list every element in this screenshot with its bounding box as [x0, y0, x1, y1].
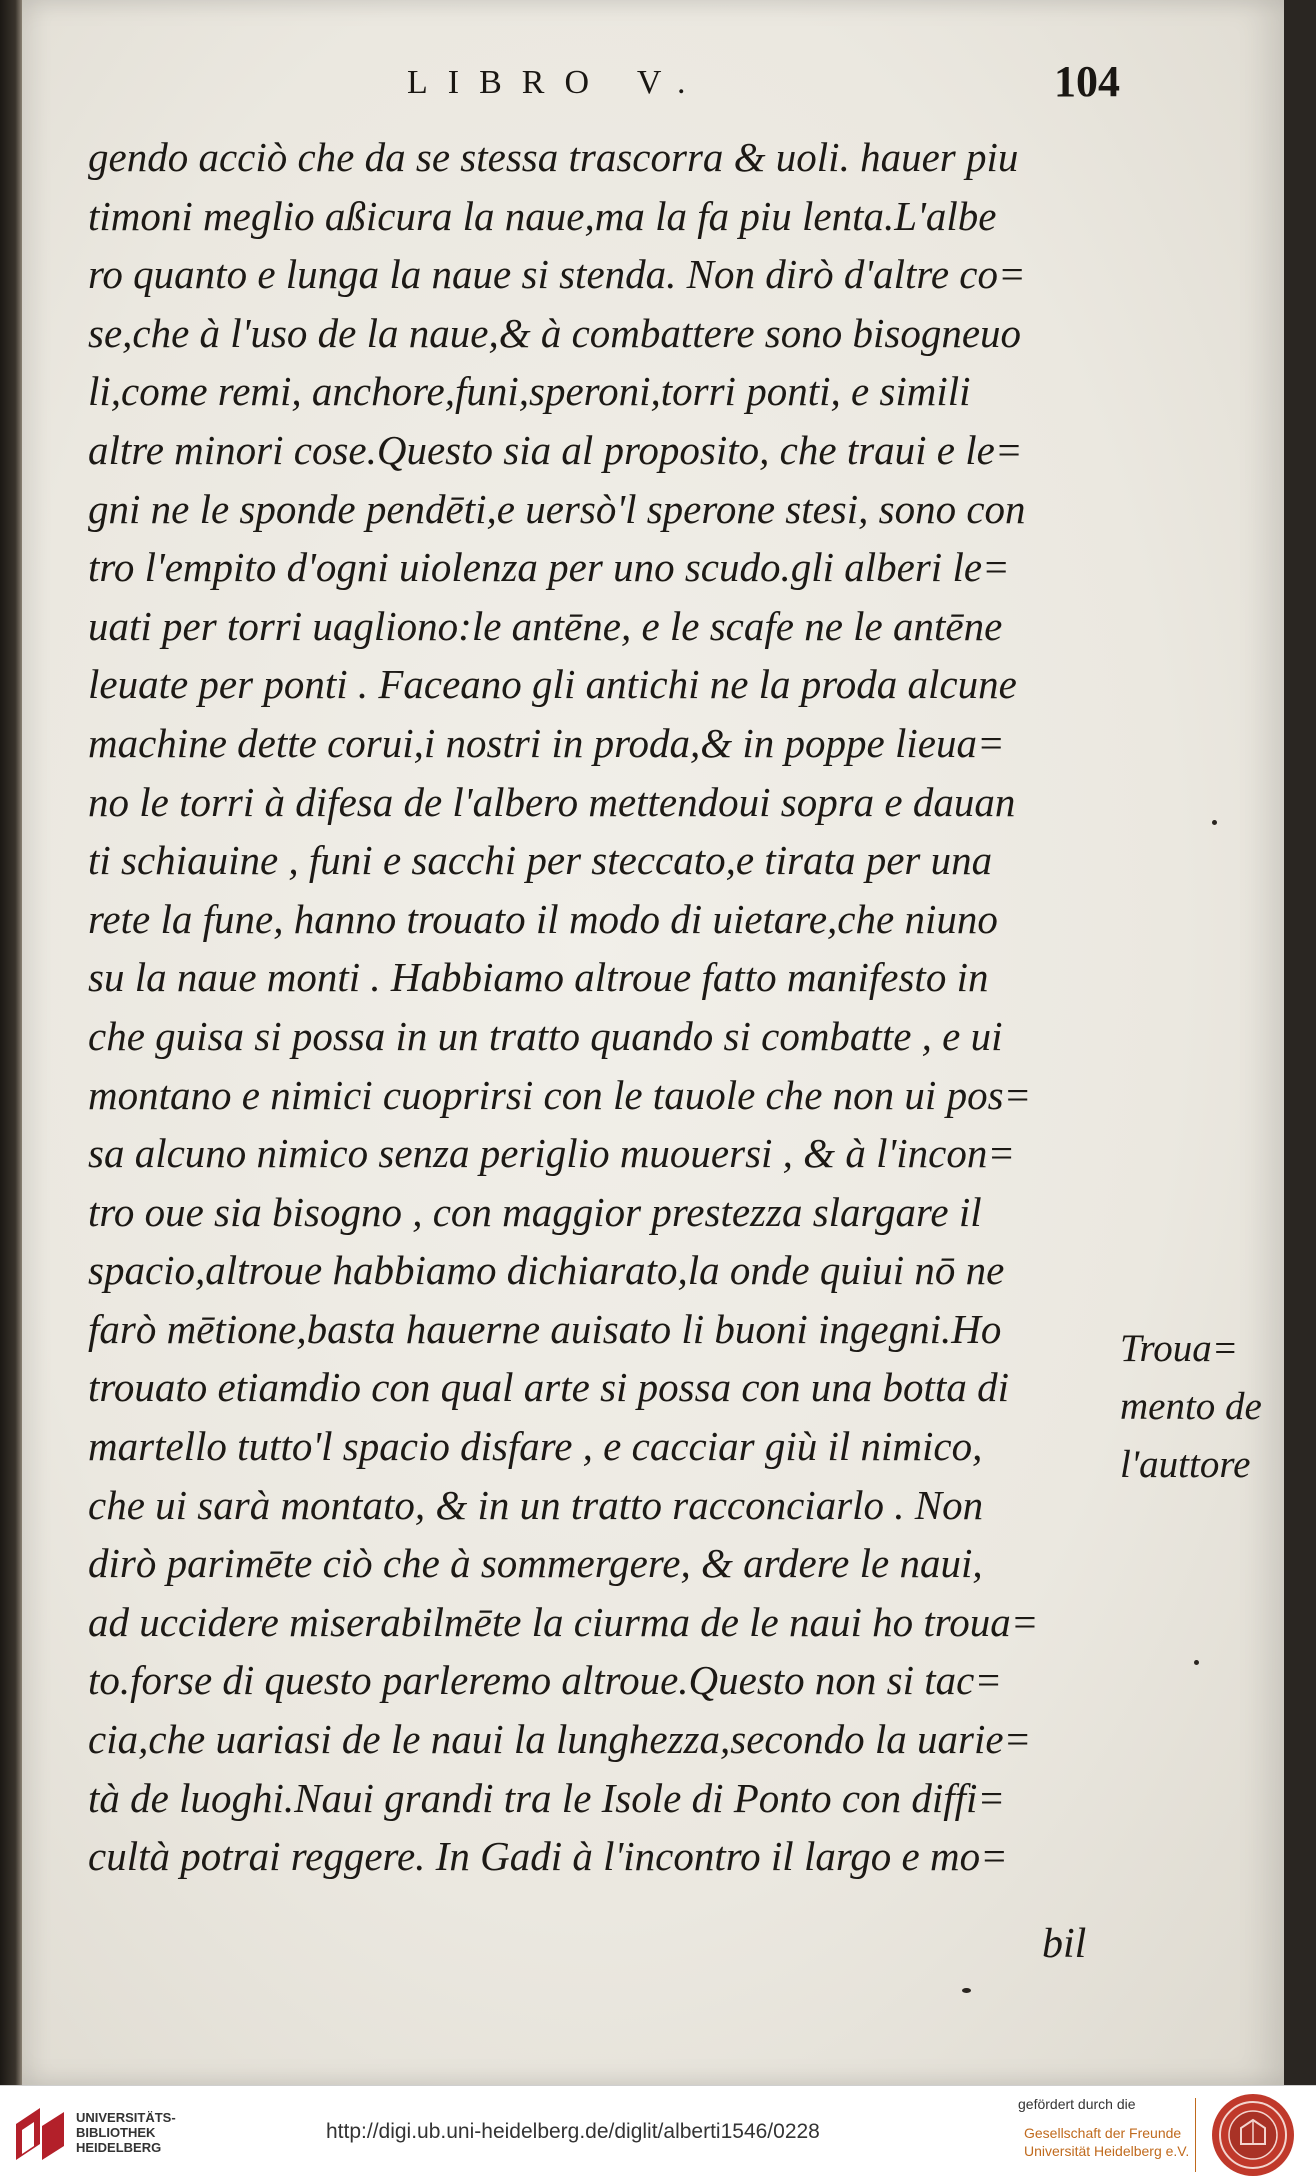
- text-line: trouato etiamdio con qual arte si possa con una botta di: [88, 1364, 1009, 1411]
- text-line: ro quanto e lunga la naue si stenda. Non dirò d'altre co=: [88, 251, 1026, 298]
- text-line: gendo acciò che da se stessa trascorra & uoli. hauer piu: [88, 134, 1019, 180]
- text-line: tà de luoghi.Naui grandi tra le Isole di Ponto con diffi=: [88, 1774, 1006, 1821]
- ink-speck: [962, 1988, 971, 1993]
- text-line: rete la fune, hanno trouato il modo di uietare,che niuno: [88, 895, 998, 942]
- ink-speck: [1212, 820, 1217, 825]
- sponsor-name-line: Universität Heidelberg e.V.: [1024, 2143, 1190, 2159]
- text-line: no le torri à difesa de l'albero mettendoui sopra e dauan: [88, 778, 1016, 825]
- page-number: 104: [1054, 57, 1120, 106]
- library-name: [76, 2110, 176, 2155]
- marginal-note-line: Troua=: [1120, 1327, 1239, 1370]
- text-line: cia,che uariasi de le naui la lunghezza,secondo la uarie=: [88, 1716, 1032, 1763]
- text-line: tro l'empito d'ogni uiolenza per uno scudo.gli alberi le=: [88, 544, 1010, 591]
- library-name-line: UNIVERSITÄTS-: [76, 2110, 176, 2125]
- text-line: se,che à l'uso de la naue,& à combattere sono bisogneuo: [88, 309, 1022, 356]
- main-text-block: [88, 128, 1118, 1886]
- text-line: altre minori cose.Questo sia al proposito, che traui e le=: [88, 426, 1023, 473]
- text-line: tro oue sia bisogno , con maggior prestezza slargare il: [88, 1188, 982, 1235]
- text-line: uati per torri uagliono:le antēne, e le scafe ne le antēne: [88, 602, 1003, 649]
- university-library-logo-icon[interactable]: [12, 2104, 68, 2164]
- text-line: cultà potrai reggere. In Gadi à l'incontro il largo e mo=: [88, 1833, 1008, 1880]
- text-line: su la naue monti . Habbiamo altroue fatto manifesto in: [88, 954, 989, 1001]
- text-line: gni ne le sponde pendēti,e uersò'l sperone stesi, sono con: [88, 485, 1026, 532]
- text-line: montano e nimici cuoprirsi con le tauole che non ui pos=: [88, 1071, 1032, 1118]
- library-name-line: HEIDELBERG: [76, 2140, 162, 2155]
- text-line: martello tutto'l spacio disfare , e cacciar giù il nimico,: [88, 1423, 983, 1470]
- sponsor-intro: gefördert durch die: [1018, 2096, 1136, 2112]
- text-line: timoni meglio aßicura la naue,ma la fa piu lenta.L'albe: [88, 192, 997, 239]
- marginal-note-line: mento de: [1120, 1385, 1262, 1428]
- university-seal-icon[interactable]: [1210, 2092, 1296, 2178]
- text-line: ad uccidere miserabilmēte la ciurma de le naui ho troua=: [88, 1598, 1039, 1645]
- sponsor-name[interactable]: [1024, 2124, 1189, 2160]
- running-head: LIBRO V.: [407, 64, 706, 101]
- marginal-note-line: l'auttore: [1120, 1443, 1251, 1486]
- text-line: spacio,altroue habbiamo dichiarato,la onde quiui nō ne: [88, 1247, 1005, 1294]
- sponsor-name-line: Gesellschaft der Freunde: [1024, 2125, 1182, 2141]
- text-line: ti schiauine , funi e sacchi per steccato,e tirata per una: [88, 837, 993, 884]
- text-line: sa alcuno nimico senza periglio muouersi , & à l'incon=: [88, 1130, 1015, 1177]
- book-gutter-edge: [0, 0, 22, 2085]
- text-line: che guisa si possa in un tratto quando si combatte , e ui: [88, 1012, 1003, 1059]
- library-name-line: BIBLIOTHEK: [76, 2125, 156, 2140]
- permalink-url[interactable]: http://digi.ub.uni-heidelberg.de/diglit/alberti1546/0228: [326, 2120, 820, 2143]
- catchword: bil: [1042, 1921, 1087, 1967]
- scanned-page: [22, 0, 1284, 2085]
- text-line: machine dette corui,i nostri in proda,& in poppe lieua=: [88, 719, 1005, 766]
- text-line: leuate per ponti . Faceano gli antichi ne la proda alcune: [88, 661, 1017, 708]
- text-line: to.forse di questo parleremo altroue.Questo non si tac=: [88, 1657, 1003, 1704]
- footer-divider: [1195, 2098, 1196, 2172]
- text-line: li,come remi, anchore,funi,speroni,torri ponti, e simili: [88, 368, 971, 415]
- text-line: che ui sarà montato, & in un tratto racconciarlo . Non: [88, 1481, 984, 1528]
- viewer-footer: [0, 2085, 1316, 2182]
- marginal-note: [1120, 1320, 1296, 1494]
- ink-speck: [1194, 1660, 1199, 1665]
- text-line: farò mētione,basta hauerne auisato li buoni ingegni.Ho: [88, 1305, 1002, 1352]
- text-line: dirò parimēte ciò che à sommergere, & ardere le naui,: [88, 1540, 983, 1587]
